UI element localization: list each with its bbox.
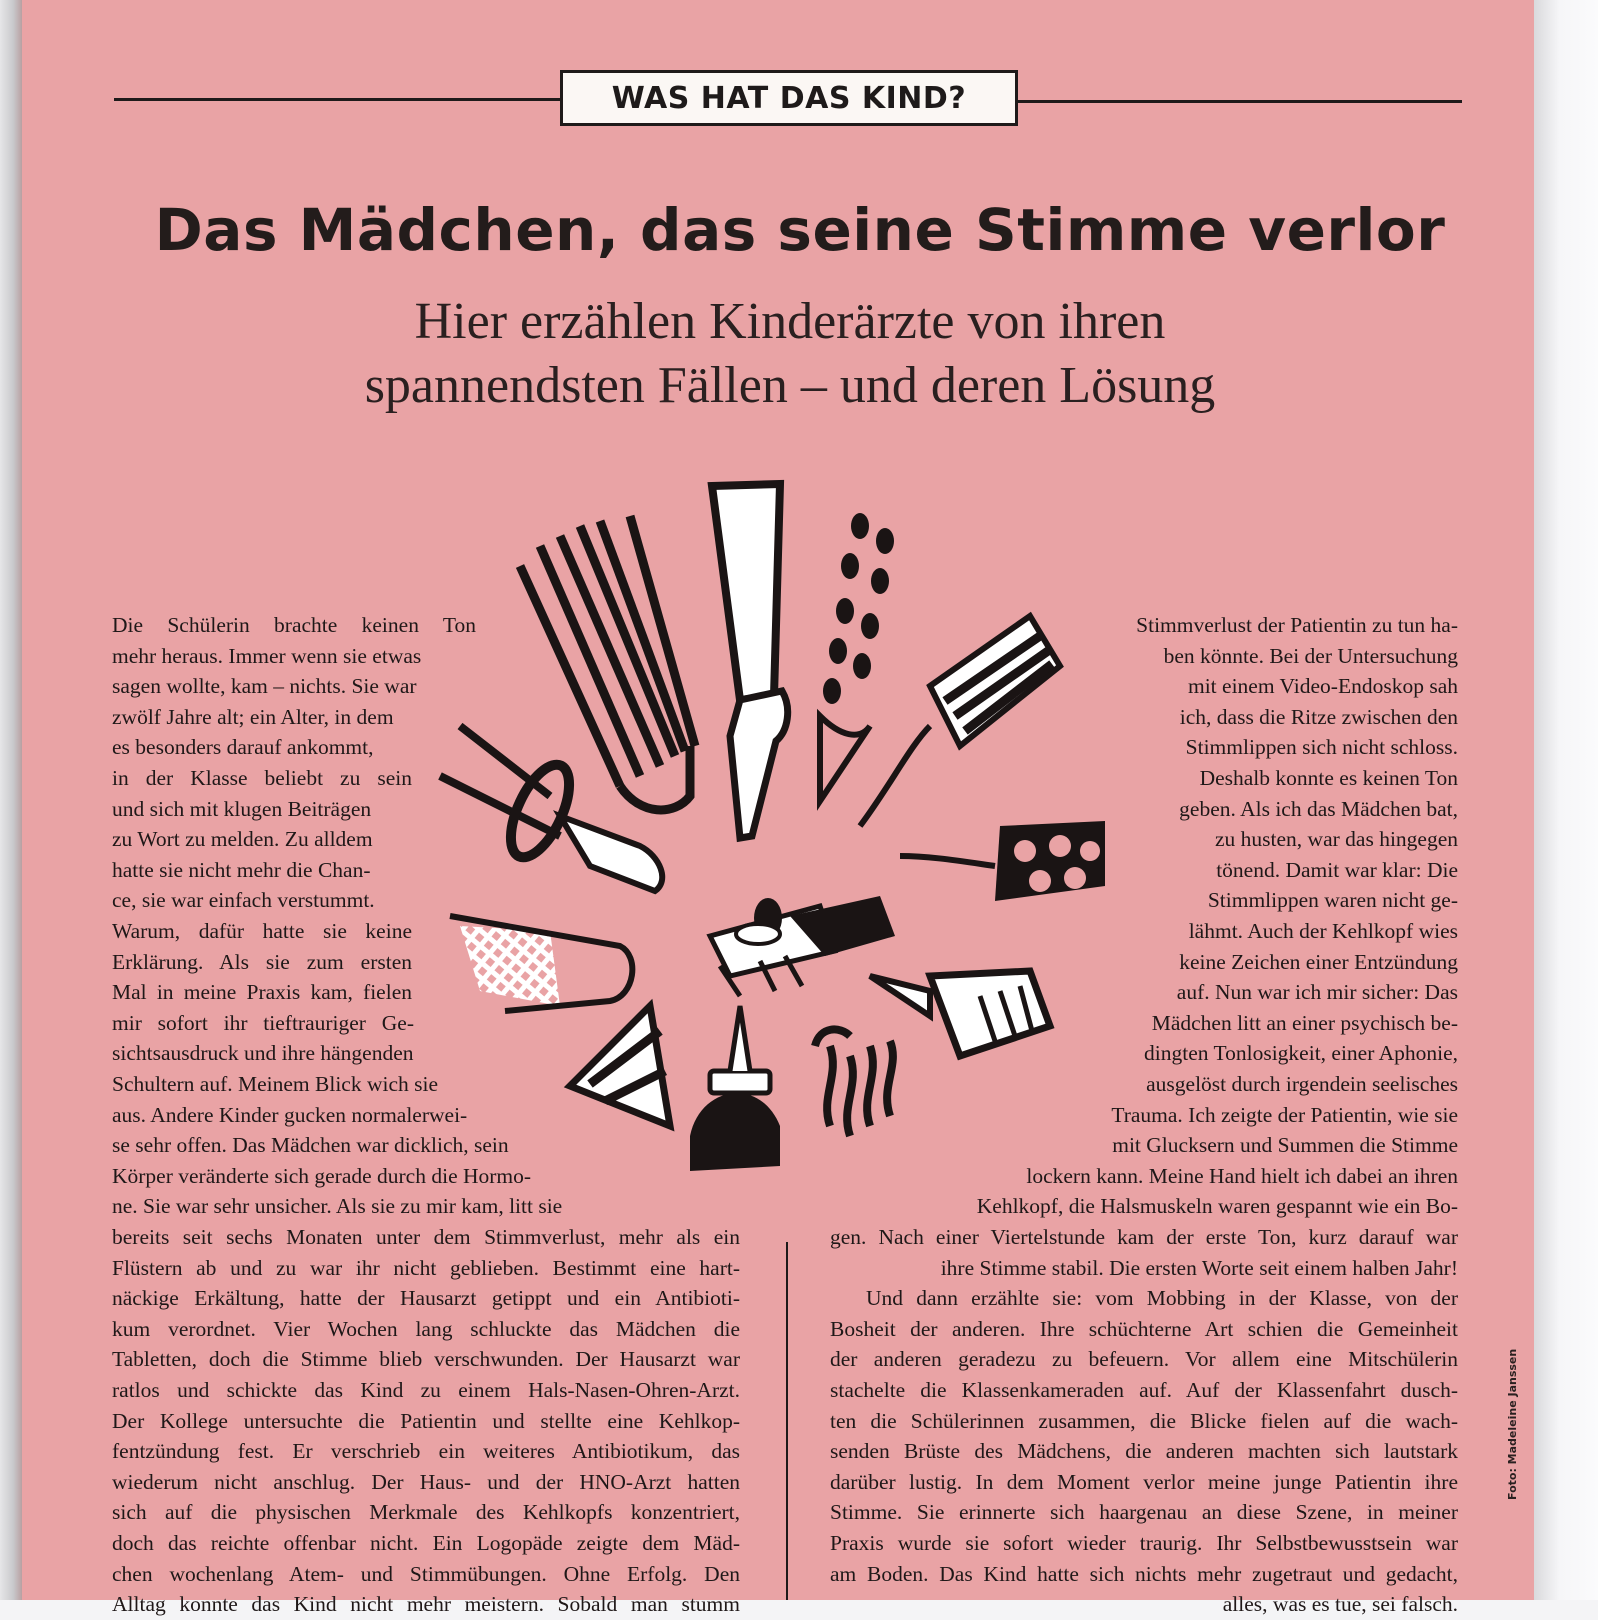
body-text-line: Mal in meine Praxis kam, fielen xyxy=(112,980,412,1005)
kicker-rule-right xyxy=(1018,100,1462,103)
zebra-arm xyxy=(860,616,1060,826)
body-text-line: hatte sie nicht mehr die Chan- xyxy=(112,857,371,882)
body-text-line: Bosheit der anderen. Ihre schüchterne Art schien die Gemeinheit xyxy=(830,1316,1458,1341)
body-text-line: Mädchen litt an einer psychisch be- xyxy=(1151,1010,1458,1035)
body-text-line: mit Glucksern und Summen die Stimme xyxy=(1112,1133,1458,1158)
pointing-hands-illustration xyxy=(440,486,1140,1192)
body-text-line: Erklärung. Als sie zum ersten xyxy=(112,949,412,974)
body-text-line: in der Klasse beliebt zu sein xyxy=(112,766,412,790)
body-text-line: gen. Nach einer Viertelstunde kam der erste Ton, kurz darauf war xyxy=(830,1225,1458,1249)
body-text-line: Warum, dafür hatte sie keine xyxy=(112,919,412,943)
body-text-line: Die Schülerin brachte keinen Ton xyxy=(112,613,476,637)
page-edge xyxy=(1534,0,1598,1600)
body-text-line: ten die Schülerinnen zusammen, die Blicke fielen auf die wach- xyxy=(830,1408,1458,1433)
article-headline: Das Mädchen, das seine Stimme verlor xyxy=(154,196,1446,264)
wavy-arm xyxy=(815,1029,893,1136)
body-text-line: am Boden. Das Kind hatte sich nichts mehr zugetraut und gedacht, xyxy=(830,1561,1458,1586)
body-text-line: bereits seit sechs Monaten unter dem Stimmverlust, mehr als ein xyxy=(112,1225,740,1249)
body-text-line: und sich mit klugen Beiträgen xyxy=(112,796,372,821)
body-text-line: Stimmlippen waren nicht ge- xyxy=(1207,888,1458,913)
body-text-line: sagen wollte, kam – nichts. Sie war xyxy=(112,674,417,699)
section-kicker-label: WAS HAT DAS KIND? xyxy=(611,80,967,116)
body-text-line: Stimmlippen sich nicht schloss. xyxy=(1185,735,1458,760)
body-text-line: es besonders darauf ankommt, xyxy=(112,735,374,760)
body-text-line: doch das reichte offenbar nicht. Ein Logopäde zeigte dem Mäd- xyxy=(112,1531,740,1555)
body-text-line: auf. Nun war ich mir sicher: Das xyxy=(1176,980,1458,1005)
striped-arm xyxy=(712,484,788,838)
body-text-line: Stimme. Sie erinnerte sich haargenau an diese Szene, in meiner xyxy=(830,1500,1458,1525)
body-text-line: sichtsausdruck und ihre hängenden xyxy=(112,1041,414,1066)
binding-spine xyxy=(0,0,22,1600)
body-text-line: senden Brüste des Mädchens, die anderen machten sich lautstark xyxy=(830,1439,1458,1464)
body-text-line: Praxis wurde sie sofort wieder traurig. Ihr Selbstbewusstsein war xyxy=(830,1531,1458,1555)
body-text-line: aus. Andere Kinder gucken normalerwei- xyxy=(112,1102,468,1127)
illustration-credit: Foto: Madeleine Janssen xyxy=(1506,1348,1519,1500)
striped-cone-arm xyxy=(570,1006,670,1126)
black-sleeve-arm xyxy=(690,1006,780,1171)
body-text-line: mir sofort ihr tieftrauriger Ge- xyxy=(112,1010,414,1035)
body-text-line: darüber lustig. In dem Moment verlor meine junge Patientin ihre xyxy=(830,1469,1458,1494)
body-text-line: näckige Erkältung, hatte der Hausarzt getippt und ein Antibioti- xyxy=(112,1286,740,1311)
body-text-line: dingten Tonlosigkeit, einer Aphonie, xyxy=(1144,1041,1458,1066)
body-text-line: keine Zeichen einer Entzündung xyxy=(1179,949,1458,974)
kicker-rule-left xyxy=(114,98,560,101)
body-text-line: lähmt. Auch der Kehlkopf wies xyxy=(1188,919,1458,943)
body-text-line: ich, dass die Ritze zwischen den xyxy=(1179,704,1458,729)
body-text-line: Körper veränderte sich gerade durch die Hormo- xyxy=(112,1163,532,1188)
body-text-line: Und dann erzählte sie: vom Mobbing in der Klasse, von der xyxy=(866,1286,1458,1311)
body-text-line: zu Wort zu melden. Zu alldem xyxy=(112,827,373,852)
body-text-line: sich auf die physischen Merkmale des Kehlkopfs konzentriert, xyxy=(112,1500,740,1525)
body-text-line: ausgelöst durch irgendein seelisches xyxy=(1146,1072,1458,1096)
section-kicker xyxy=(560,70,1018,126)
body-text-line: Tabletten, doch die Stimme blieb verschwunden. Der Hausarzt war xyxy=(112,1347,740,1372)
body-text-line: ben könnte. Bei der Untersuchung xyxy=(1163,643,1458,668)
white-glove-arm xyxy=(870,971,1050,1056)
subheadline-line: Hier erzählen Kinderärzte von ihren xyxy=(414,293,1166,350)
checkered-arm xyxy=(450,916,632,1011)
body-text-line: Stimmverlust der Patientin zu tun ha- xyxy=(1136,613,1458,637)
article-subheadline xyxy=(200,290,1380,418)
body-text-line: kum verordnet. Vier Wochen lang schluckte das Mädchen die xyxy=(112,1316,740,1341)
body-text-line: lockern kann. Meine Hand hielt ich dabei an ihren xyxy=(1026,1163,1458,1188)
body-text-line: der anderen geradezu zu befeuern. Vor allem eine Mitschülerin xyxy=(830,1347,1458,1372)
subheadline-line: spannendsten Fällen – und deren Lösung xyxy=(364,357,1216,414)
body-text-line: Der Kollege untersuchte die Patientin und stellte eine Kehlkop- xyxy=(112,1408,740,1433)
body-text-line: chen wochenlang Atem- und Stimmübungen. Ohne Erfolg. Den xyxy=(112,1561,740,1586)
body-text-line: Deshalb konnte es keinen Ton xyxy=(1199,766,1458,790)
body-text-line: zwölf Jahre alt; ein Alter, in dem xyxy=(112,704,394,729)
body-text-line: Flüstern ab und zu war ihr nicht geblieben. Bestimmt eine hart- xyxy=(112,1255,740,1280)
body-text-line: zu husten, war das hingegen xyxy=(1215,827,1458,852)
body-text-line: mehr heraus. Immer wenn sie etwas xyxy=(112,643,422,668)
body-text-line: Kehlkopf, die Halsmuskeln waren gespannt wie ein Bo- xyxy=(976,1194,1458,1219)
dotted-arm xyxy=(820,513,894,801)
body-text-line: ihre Stimme stabil. Die ersten Worte seit einem halben Jahr! xyxy=(940,1255,1458,1280)
body-text-line: Schultern auf. Meinem Blick wich sie xyxy=(112,1072,439,1096)
body-text-line: mit einem Video-Endoskop sah xyxy=(1187,674,1458,699)
body-text-line: se sehr offen. Das Mädchen war dicklich, sein xyxy=(112,1133,509,1158)
body-text-line: tönend. Damit war klar: Die xyxy=(1216,857,1458,882)
body-text-line: wiederum nicht anschlug. Der Haus- und der HNO-Arzt hatten xyxy=(112,1469,740,1494)
body-text-line: ne. Sie war sehr unsicher. Als sie zu mir kam, litt sie xyxy=(112,1194,563,1219)
column-divider xyxy=(786,1242,788,1600)
polka-dot-arm xyxy=(900,821,1105,901)
body-text-line: Alltag konnte das Kind nicht mehr meistern. Sobald man stumm xyxy=(112,1592,740,1617)
body-text-line: ratlos und schickte das Kind zu einem Hals-Nasen-Ohren-Arzt. xyxy=(112,1378,740,1402)
body-text-line: fentzündung fest. Er verschrieb ein weiteres Antibiotikum, das xyxy=(112,1439,740,1464)
body-text-line: alles, was es tue, sei falsch. xyxy=(1222,1592,1458,1617)
body-text-line: stachelte die Klassenkameraden auf. Auf der Klassenfahrt dusch- xyxy=(830,1378,1458,1402)
body-text-line: geben. Als ich das Mädchen bat, xyxy=(1179,796,1458,821)
body-text-line: ce, sie war einfach verstummt. xyxy=(112,888,375,913)
body-text-line: Trauma. Ich zeigte der Patientin, wie sie xyxy=(1111,1102,1458,1127)
hiding-figure xyxy=(710,896,895,996)
